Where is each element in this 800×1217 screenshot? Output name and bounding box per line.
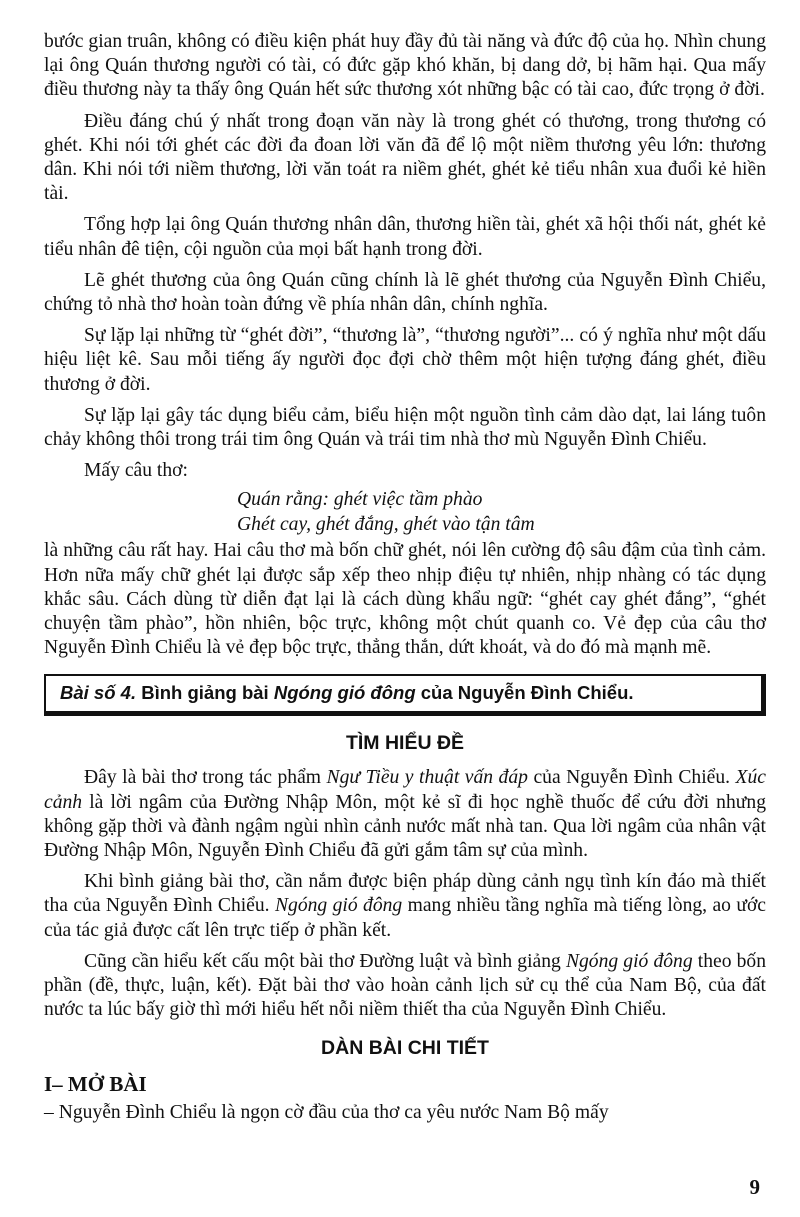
tim-hieu-paragraph-2 bbox=[44, 870, 766, 943]
page-number: 9 bbox=[749, 1175, 760, 1199]
section-mo-bai: I– MỞ BÀI bbox=[44, 1071, 147, 1096]
poem-title: Xúc cảnh bbox=[44, 767, 767, 813]
heading-dan-bai: DÀN BÀI CHI TIẾT bbox=[321, 1036, 489, 1059]
document-page bbox=[44, 30, 766, 1132]
exercise-title-box bbox=[44, 674, 766, 716]
verse-line-2: Ghét cay, ghét đắng, ghét vào tận tâm bbox=[237, 514, 535, 536]
paragraph-7: Mấy câu thơ: bbox=[84, 460, 188, 482]
paragraph-4: Lẽ ghét thương của ông Quán cũng chính là lẽ ghét thương của Nguyễn Đình Chiểu, chứng tỏ nhà thơ hoàn toàn đứng về phía nhân dân, chính nghĩa. bbox=[44, 269, 766, 316]
poem-title: Ngóng gió đông bbox=[565, 950, 693, 972]
paragraph-6: Sự lặp lại gây tác dụng biểu cảm, biểu hiện một nguồn tình cảm dào dạt, lai láng tuôn chảy không thôi trong trái tim ông Quán và trái tim nhà thơ mù Nguyễn Đình Chiểu. bbox=[44, 404, 766, 451]
paragraph-after-verse: là những câu rất hay. Hai câu thơ mà bốn chữ ghét, nói lên cường độ sâu đậm của tình cảm. Hơn nữa mấy chữ ghét lại được sắp xếp theo nhịp điệu tự nhiên, nhịp nhàng có tác dụng khắc sâu. Cách dùng từ diễn đạt lại là cách dùng khẩu ngữ: “ghét cay ghét đắng”, “ghét chuyện tầm phào”, hồn nhiên, bộc trực, không một chút quanh co. Vẻ đẹp của câu thơ Nguyễn Đình Chiểu là vẻ đẹp bộc trực, thẳng thắn, dứt khoát, và do đó mà mạnh mẽ. bbox=[44, 540, 766, 659]
paragraph-3: Tổng hợp lại ông Quán thương nhân dân, thương hiền tài, ghét xã hội thối nát, ghét kẻ tiểu nhân đê tiện, cội nguồn của mọi bất hạnh trong đời. bbox=[44, 214, 766, 260]
exercise-poem-title: Ngóng gió đông bbox=[273, 682, 416, 704]
work-title: Ngư Tiều y thuật vấn đáp bbox=[326, 767, 528, 789]
exercise-text-before: Bình giảng bài bbox=[136, 682, 274, 704]
verse-line-1: Quán rằng: ghét việc tầm phào bbox=[237, 489, 483, 511]
verse-block bbox=[237, 487, 766, 537]
text-run: theo bốn phần (đề, thực, luận, kết). Đặt bài thơ vào hoàn cảnh lịch sử cụ thể của Nam Bộ, của đất nước ta lúc bấy giờ thì mới hiểu hết nỗi niềm thiết tha của Nguyễn Đình Chiểu. bbox=[44, 950, 766, 1021]
text-run: của Nguyễn Đình Chiểu. bbox=[527, 767, 736, 789]
paragraph-5: Sự lặp lại những từ “ghét đời”, “thương là”, “thương người”... có ý nghĩa như một dấu hiệu liệt kê. Sau mỗi tiếng ấy người đọc đợi chờ thêm một hiện tượng đáng ghét, điều thương ở đời. bbox=[44, 325, 766, 395]
poem-title: Ngóng gió đông bbox=[274, 895, 403, 917]
mo-bai-line: – Nguyễn Đình Chiểu là ngọn cờ đầu của thơ ca yêu nước Nam Bộ mấy bbox=[44, 1101, 609, 1123]
exercise-label: Bài số 4. bbox=[60, 682, 137, 704]
text-run: Cũng cần hiểu kết cấu một bài thơ Đường luật và bình giảng bbox=[84, 950, 566, 972]
text-run: mang nhiều tầng nghĩa mà tiếng lòng, ao ước của tác giả được cất lên trực tiếp ở phần kết. bbox=[44, 895, 767, 941]
exercise-text-after: của Nguyễn Đình Chiểu. bbox=[415, 682, 634, 704]
text-run: Đây là bài thơ trong tác phẩm bbox=[84, 767, 327, 789]
text-run: là lời ngâm của Đường Nhập Môn, một kẻ sĩ đi học nghề thuốc để cứu đời nhưng không gặp thời và đành ngậm ngùi nhìn cảnh nước mất nhà tan. Qua lời ngâm của nhân vật Đường Nhập Môn, Nguyễn Đình Chiểu đã gửi gắm tâm sự của mình. bbox=[44, 791, 766, 862]
heading-tim-hieu-de: TÌM HIỂU ĐỀ bbox=[345, 732, 465, 755]
paragraph-1: bước gian truân, không có điều kiện phát huy đầy đủ tài năng và đức độ của họ. Nhìn chung lại ông Quán thương người có tài, có đức gặp khó khăn, bị dang dở, bị hãm hại. Qua mấy điều thương này ta thấy ông Quán hết sức thương xót những bậc có tài cao, đức trọng ở đời. bbox=[44, 31, 766, 101]
paragraph-2: Điều đáng chú ý nhất trong đoạn văn này là trong ghét có thương, trong thương có ghét. Khi nói tới ghét các đời đa đoan lời văn đã để lộ một niềm thương yêu lớn: thương dân. Khi nói tới niềm thương, lời văn toát ra niềm ghét, ghét kẻ tiểu nhân xua đuổi kẻ hiền tài. bbox=[44, 110, 766, 205]
text-run: Khi bình giảng bài thơ, cần nắm được biện pháp dùng cảnh ngụ tình kín đáo mà thiết tha của Nguyễn Đình Chiểu. bbox=[44, 871, 766, 917]
tim-hieu-paragraph-3 bbox=[44, 950, 766, 1023]
tim-hieu-paragraph-1 bbox=[44, 766, 766, 863]
